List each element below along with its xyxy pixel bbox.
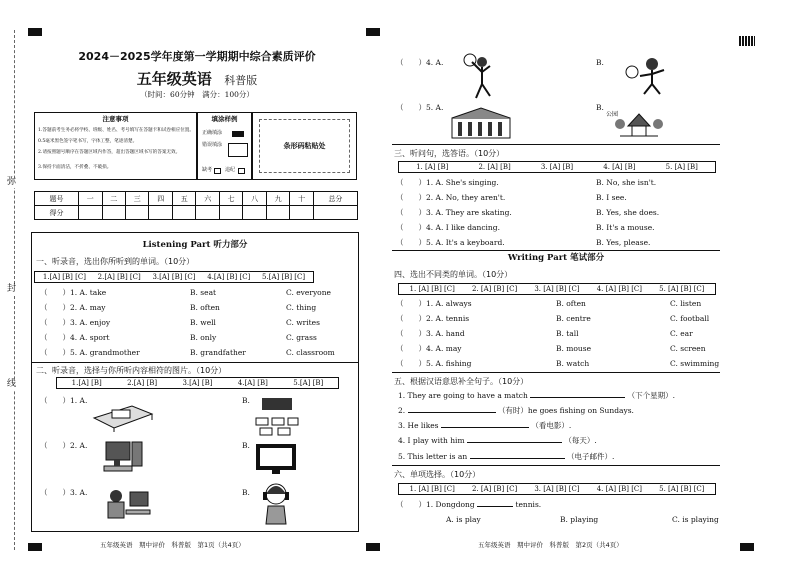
question-number: （ ）4. A. — [396, 58, 444, 67]
answer-choice[interactable]: 4. [A] [B] — [603, 163, 636, 171]
option-b: B. playing — [560, 515, 599, 524]
qr-code — [739, 36, 755, 46]
option-b: B. often — [190, 303, 220, 312]
fill-blank[interactable] — [408, 412, 496, 413]
question-number: （ ）5. A. grandmother — [40, 348, 140, 357]
option-b: B. grandfather — [190, 348, 246, 357]
option-b: B. It's a mouse. — [596, 223, 655, 232]
option-b: B. tall — [556, 329, 579, 338]
question-number: （ ）1. A. She's singing. — [396, 178, 499, 187]
classroom-desk-picture — [92, 398, 154, 432]
answer-choice[interactable]: 3. [A] [B] [C] — [534, 485, 580, 493]
answer-choice[interactable]: 1.[A] [B] — [71, 379, 102, 387]
option-b: B. — [596, 103, 604, 112]
question-number: （ ）5. A. fishing — [396, 359, 472, 368]
score-header-cell: 七 — [219, 192, 242, 206]
answer-choice[interactable]: 5.[A] [B] [C] — [262, 273, 306, 281]
notice-line: 3.保持卡面清洁，不折叠、不破损。 — [38, 165, 112, 170]
score-header-cell: 题号 — [35, 192, 79, 206]
subject-title: 五年级英语 — [136, 70, 212, 88]
part4-title: 四、选出不同类的单词。（10分） — [394, 270, 513, 279]
option-c: C. listen — [670, 299, 702, 308]
divider — [392, 372, 720, 373]
sentence-1: 1. They are going to have a match （下个星期）. — [398, 391, 675, 400]
edition-label: 科普版 — [224, 74, 258, 87]
answer-choice[interactable]: 4. [A] [B] [C] — [596, 285, 643, 293]
fill-blank[interactable] — [530, 397, 625, 398]
park-picture — [614, 106, 664, 140]
option-b: B. — [242, 488, 250, 497]
question-number: （ ）1. A. always — [396, 299, 472, 308]
binding-char: 线 — [7, 379, 17, 389]
fill-example-box — [197, 112, 252, 180]
part6-title: 六、单项选择。（10分） — [394, 470, 481, 479]
answer-choice[interactable]: 5.[A] [B] — [293, 379, 324, 387]
part4-answer-bar[interactable] — [398, 283, 716, 295]
answer-choice[interactable]: 5. [A] [B] [C] — [659, 285, 705, 293]
question-number: （ ）4. A. may — [396, 344, 462, 353]
score-table — [34, 191, 358, 220]
option-b: B. No, she isn't. — [596, 178, 657, 187]
barcode-label: 条形码粘贴处 — [283, 141, 326, 150]
answer-choice[interactable]: 2.[A] [B] [C] — [97, 273, 141, 281]
answer-choice[interactable]: 4.[A] [B] — [237, 379, 268, 387]
barcode-area — [252, 112, 357, 180]
correct-fill-label: 正确填涂 — [202, 130, 223, 136]
sentence-4: 4. I play with him （每天）. — [398, 436, 597, 445]
option-b: B. — [242, 441, 250, 450]
option-c: C. classroom — [286, 348, 335, 357]
absent-label: 缺考 — [202, 167, 213, 173]
corner-mark — [28, 28, 42, 36]
wrong-fill-marks — [228, 143, 248, 157]
sentence-5: 5. This letter is an （电子邮件）. — [398, 452, 615, 461]
option-b: B. only — [190, 333, 217, 342]
answer-choice[interactable]: 3.[A] [B] [C] — [152, 273, 196, 281]
option-c: C. is playing — [672, 515, 719, 524]
option-b: B. — [242, 396, 250, 405]
building-picture — [448, 106, 514, 140]
absent-checkbox[interactable] — [214, 168, 221, 174]
option-b: B. Yes, she does. — [596, 208, 660, 217]
sentence-3: 3. He likes （看电影）. — [398, 421, 572, 430]
score-header-cell: 五 — [172, 192, 195, 206]
answer-choice[interactable]: 2.[A] [B] — [127, 379, 158, 387]
question-number: （ ）3. A. hand — [396, 329, 465, 338]
option-c: C. ear — [670, 329, 693, 338]
question-number: （ ）5. A. It's a keyboard. — [396, 238, 505, 247]
option-b: B. seat — [190, 288, 217, 297]
question-number: （ ）2. A. No, they aren't. — [396, 193, 506, 202]
score-header-cell: 三 — [126, 192, 149, 206]
classroom-picture — [252, 396, 302, 438]
boy-at-computer-picture — [100, 486, 152, 526]
option-b: B. centre — [556, 314, 591, 323]
question-number: （ ）3. A. They are skating. — [396, 208, 512, 217]
time-score: （时间：60分钟 满分：100分） — [140, 90, 254, 99]
answer-choice[interactable]: 1. [A] [B] [C] — [409, 285, 455, 293]
fill-blank[interactable] — [477, 506, 513, 507]
score-cell[interactable] — [266, 206, 289, 220]
violation-checkbox[interactable] — [238, 168, 245, 174]
score-header-cell: 六 — [196, 192, 219, 206]
notice-title: 注意事项 — [102, 115, 129, 123]
divider — [31, 362, 359, 363]
score-cell[interactable] — [172, 206, 195, 220]
girl-basketball-picture — [462, 52, 498, 102]
boy-football-picture — [624, 56, 670, 96]
question-number: （ ）1. A. — [40, 396, 88, 405]
option-c: C. grass — [286, 333, 317, 342]
fill-blank[interactable] — [467, 442, 562, 443]
score-cell[interactable] — [290, 206, 313, 220]
score-cell[interactable] — [243, 206, 266, 220]
answer-choice[interactable]: 1. [A] [B] [C] — [409, 485, 455, 493]
option-b: B. watch — [556, 359, 590, 368]
part1-answer-bar[interactable] — [34, 271, 314, 283]
score-cell[interactable] — [102, 206, 125, 220]
answer-choice[interactable]: 2. [A] [B] [C] — [471, 285, 518, 293]
binding-char: 弥 — [7, 177, 17, 187]
question-number: （ ）2. A. — [40, 441, 88, 450]
question-number: （ ）1. A. take — [40, 288, 107, 297]
sentence-2: 2. （有时）he goes fishing on Sundays. — [398, 406, 634, 415]
score-cell[interactable] — [149, 206, 172, 220]
park-label: 公园 — [606, 111, 619, 118]
option-c: C. thing — [286, 303, 317, 312]
question-number: （ ）2. A. may — [40, 303, 106, 312]
answer-choice[interactable]: 4. [A] [B] [C] — [596, 485, 643, 493]
corner-mark — [740, 543, 754, 551]
option-b: B. — [596, 58, 604, 67]
fill-blank[interactable] — [441, 427, 529, 428]
notice-line: 1.答题前考生务必将学校、班级、姓名、考号填写在答题卡和试卷相应位置。 — [38, 128, 194, 133]
score-cell[interactable] — [313, 206, 357, 220]
answer-choice[interactable]: 1.[A] [B] [C] — [42, 273, 86, 281]
part3-answer-bar[interactable] — [398, 161, 716, 173]
question-number: （ ）4. A. I like dancing. — [396, 223, 500, 232]
option-b: B. Yes, please. — [596, 238, 651, 247]
answer-choice[interactable]: 3. [A] [B] — [540, 163, 574, 171]
option-c: C. swimming — [670, 359, 720, 368]
answer-choice[interactable]: 2. [A] [B] [C] — [471, 485, 518, 493]
part1-title: 一、听录音，选出你所听到的单词。（10分） — [36, 257, 195, 266]
option-c: C. screen — [670, 344, 706, 353]
violation-label: 违纪 — [225, 167, 236, 173]
part2-title: 二、听录音，选择与你所听内容相符的图片。（10分） — [36, 366, 227, 375]
score-row-label: 得分 — [35, 206, 79, 220]
option-b: B. well — [190, 318, 216, 327]
footer-left: 五年级英语 期中评价 科普版 第1页（共4页） — [100, 541, 245, 549]
option-a: A. is play — [446, 515, 481, 524]
footer-right: 五年级英语 期中评价 科普版 第2页（共4页） — [478, 541, 623, 549]
fill-blank[interactable] — [470, 458, 565, 459]
question-number: （ ）2. A. tennis — [396, 314, 470, 323]
corner-mark — [366, 543, 380, 551]
corner-mark — [366, 28, 380, 36]
score-cell[interactable] — [196, 206, 219, 220]
part3-title: 三、听问句，选答语。（10分） — [394, 149, 505, 158]
answer-choice[interactable]: 3.[A] [B] — [182, 379, 213, 387]
option-b: B. mouse — [556, 344, 592, 353]
score-header-cell: 十 — [290, 192, 313, 206]
notice-line: 0.5毫米黑色签字笔书写，字体工整，笔迹清楚。 — [38, 139, 138, 144]
answer-choice[interactable]: 1. [A] [B] — [416, 163, 449, 171]
score-cell[interactable] — [219, 206, 242, 220]
score-header-cell: 二 — [102, 192, 125, 206]
score-header-cell: 一 — [79, 192, 102, 206]
writing-title: Writing Part 笔试部分 — [507, 253, 605, 263]
wrong-fill-label: 错误填涂 — [202, 142, 223, 148]
score-header-cell: 九 — [266, 192, 289, 206]
option-c: C. everyone — [286, 288, 331, 297]
question-number: （ ）4. A. sport — [40, 333, 110, 342]
question-number: （ ）5. A. — [396, 103, 444, 112]
tv-screen-picture — [254, 442, 298, 476]
divider — [392, 250, 720, 251]
fill-example-title: 填涂样例 — [211, 115, 238, 123]
answer-choice[interactable]: 5. [A] [B] [C] — [659, 485, 705, 493]
score-cell[interactable] — [79, 206, 102, 220]
score-header-cell: 总分 — [313, 192, 357, 206]
exam-title: 2024－2025学年度第一学期期中综合素质评价 — [78, 50, 316, 63]
option-b: B. I see. — [596, 193, 627, 202]
option-b: B. often — [556, 299, 586, 308]
answer-choice[interactable]: 5. [A] [B] — [665, 163, 698, 171]
part5-title: 五、根据汉语意思补全句子。（10分） — [394, 377, 529, 386]
correct-fill-mark — [232, 131, 244, 137]
listening-title: Listening Part 听力部分 — [142, 240, 248, 250]
answer-choice[interactable]: 4.[A] [B] [C] — [207, 273, 251, 281]
binding-char: 封 — [7, 284, 17, 294]
question-1: （ ）1. Dongdong tennis. — [396, 500, 542, 509]
corner-mark — [28, 543, 42, 551]
notice-box — [34, 112, 197, 180]
score-header-cell: 四 — [149, 192, 172, 206]
answer-choice[interactable]: 2. [A] [B] — [478, 163, 511, 171]
divider — [392, 144, 720, 145]
divider — [392, 465, 720, 466]
score-header-cell: 八 — [243, 192, 266, 206]
computer-picture — [100, 440, 148, 478]
girl-headphones-picture — [258, 480, 294, 526]
part2-answer-bar[interactable] — [56, 377, 339, 389]
option-c: C. football — [670, 314, 710, 323]
score-cell[interactable] — [126, 206, 149, 220]
part6-answer-bar[interactable] — [398, 483, 716, 495]
notice-line: 2.请按照题号顺序在答题区域内作答，超出答题区域书写的答案无效。 — [38, 150, 181, 155]
question-number: （ ）3. A. enjoy — [40, 318, 111, 327]
question-number: （ ）3. A. — [40, 488, 88, 497]
answer-choice[interactable]: 3. [A] [B] [C] — [534, 285, 580, 293]
option-c: C. writes — [286, 318, 320, 327]
